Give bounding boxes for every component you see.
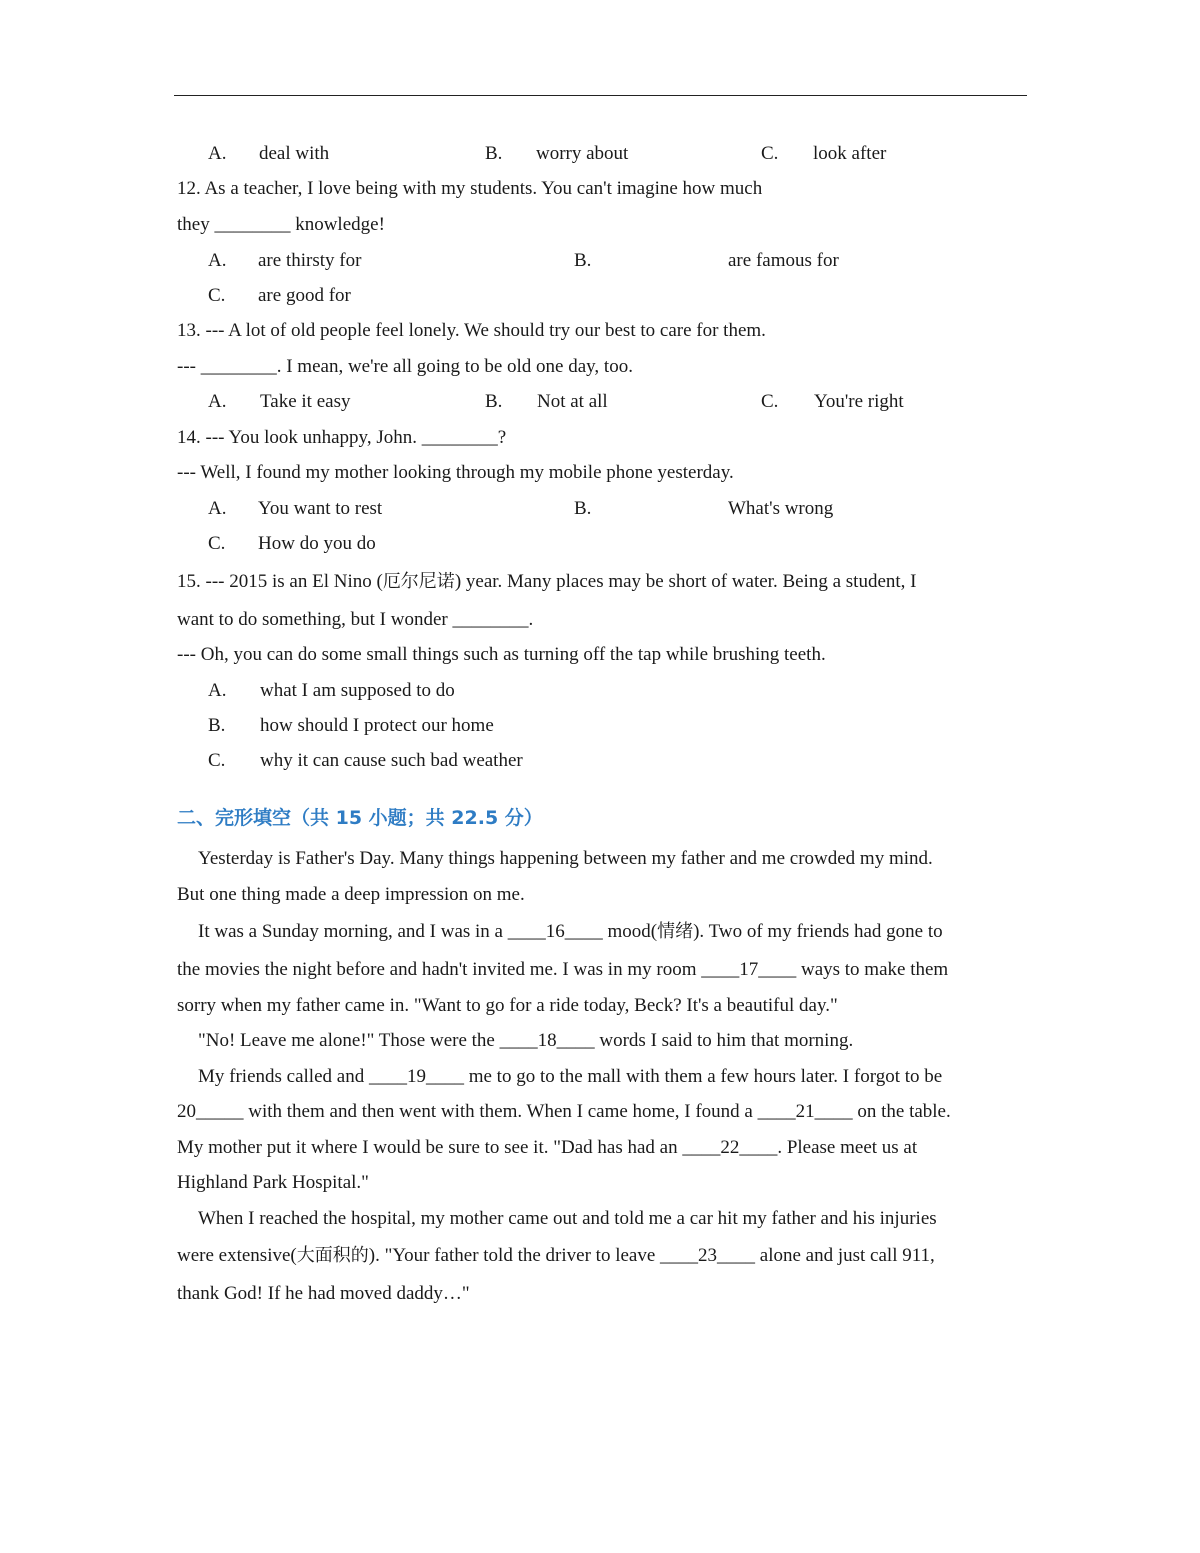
blank-19[interactable]: ____19____	[368, 1066, 464, 1087]
text-segment: My friends called and	[198, 1066, 369, 1087]
q15-option-c-letter: C.	[208, 750, 226, 771]
q11-option-c-text: look after	[813, 143, 887, 164]
q12-option-c-letter: C.	[208, 285, 226, 306]
blank-18[interactable]: ____18____	[499, 1030, 595, 1051]
q12-option-b-letter: B.	[574, 250, 592, 271]
text-segment: on the table.	[852, 1101, 951, 1122]
text-segment: the movies the night before and hadn't invited me. I was in my room	[177, 959, 702, 980]
text-segment: alone and just call 911,	[755, 1245, 935, 1266]
q15-line1-chinese: 厄尔尼诺	[382, 571, 455, 592]
text-segment: It was a Sunday morning, and I was in a	[198, 921, 508, 942]
q11-option-a-text: deal with	[259, 143, 330, 164]
text-segment: were extensive(	[177, 1245, 297, 1266]
q15-option-a-letter: A.	[208, 680, 227, 701]
passage-p3-line-1	[198, 1029, 853, 1053]
text-segment: me to go to the mall with them a few hours later. I forgot to be	[463, 1066, 943, 1087]
q12-option-b-text: are famous for	[728, 250, 839, 271]
q11-option-b-letter: B.	[485, 143, 503, 164]
blank-20[interactable]: 20_____	[177, 1101, 244, 1122]
q15-option-b-letter: B.	[208, 715, 226, 736]
text-segment: ). Two of my friends had gone to	[693, 921, 943, 942]
q13-option-c-text: You're right	[814, 391, 904, 412]
passage-p4-line-4: Highland Park Hospital."	[177, 1172, 369, 1193]
passage-p1-line-1: Yesterday is Father's Day. Many things happening between my father and me crowded my mind.	[198, 848, 933, 869]
text-segment: . Please meet us at	[777, 1137, 918, 1158]
q14-option-a-text: You want to rest	[258, 498, 383, 519]
blank-22[interactable]: ____22____	[682, 1137, 778, 1158]
text-segment: "No! Leave me alone!" Those were the	[198, 1030, 500, 1051]
q15-option-b-text: how should I protect our home	[260, 715, 494, 736]
q14-option-c-letter: C.	[208, 533, 226, 554]
q12-option-a-text: are thirsty for	[258, 250, 362, 271]
passage-p4-line-1	[198, 1065, 942, 1089]
blank-23[interactable]: ____23____	[660, 1245, 756, 1266]
blank-17[interactable]: ____17____	[701, 959, 797, 980]
q15-stem-line-2: want to do something, but I wonder ________.	[177, 609, 534, 630]
q11-option-c-letter: C.	[761, 143, 779, 164]
q14-option-b-letter: B.	[574, 498, 592, 519]
q12-option-c-text: are good for	[258, 285, 351, 306]
q11-option-a-letter: A.	[208, 143, 227, 164]
header-rule	[174, 95, 1027, 96]
passage-p5-line-1: When I reached the hospital, my mother came out and told me a car hit my father and his injuries	[198, 1208, 937, 1229]
section-heading: 二、完形填空（共 15 小题；共 22.5 分）	[177, 807, 543, 829]
q12-option-a-letter: A.	[208, 250, 227, 271]
q13-option-b-letter: B.	[485, 391, 503, 412]
text-segment: words I said to him that morning.	[594, 1030, 854, 1051]
passage-p1-line-2: But one thing made a deep impression on me.	[177, 884, 525, 905]
q15-stem-line-3: --- Oh, you can do some small things such as turning off the tap while brushing teeth.	[177, 644, 826, 665]
chinese-gloss: 大面积的	[296, 1245, 369, 1266]
q14-option-b-text: What's wrong	[728, 498, 834, 519]
q13-option-b-text: Not at all	[537, 391, 608, 412]
q13-option-c-letter: C.	[761, 391, 779, 412]
q13-stem-line-1: 13. --- A lot of old people feel lonely. We should try our best to care for them.	[177, 320, 766, 341]
q12-stem-line-2: they ________ knowledge!	[177, 214, 385, 235]
q14-option-a-letter: A.	[208, 498, 227, 519]
blank-16[interactable]: ____16____	[507, 921, 603, 942]
q13-option-a-text: Take it easy	[260, 391, 351, 412]
passage-p5-line-2	[177, 1244, 935, 1268]
q14-option-c-text: How do you do	[258, 533, 376, 554]
q15-line1-part-b: ) year. Many places may be short of water. Being a student, I	[454, 571, 917, 592]
q13-stem-line-2: --- ________. I mean, we're all going to be old one day, too.	[177, 356, 633, 377]
passage-p4-line-3	[177, 1136, 917, 1160]
text-segment: mood(	[602, 921, 658, 942]
blank-21[interactable]: ____21____	[757, 1101, 853, 1122]
text-segment: ways to make them	[796, 959, 949, 980]
q12-stem-line-1: 12. As a teacher, I love being with my students. You can't imagine how much	[177, 178, 763, 199]
text-segment: ). "Your father told the driver to leave	[368, 1245, 661, 1266]
q14-stem-line-1: 14. --- You look unhappy, John. ________?	[177, 427, 507, 448]
text-segment: My mother put it where I would be sure to see it. "Dad has had an	[177, 1137, 683, 1158]
passage-p5-line-3: thank God! If he had moved daddy…"	[177, 1283, 470, 1304]
q15-stem-line-1	[177, 570, 916, 594]
q15-line1-part-a: 15. --- 2015 is an El Nino (	[177, 571, 383, 592]
q15-option-c-text: why it can cause such bad weather	[260, 750, 523, 771]
passage-p2-line-3: sorry when my father came in. "Want to go for a ride today, Beck? It's a beautiful day."	[177, 995, 838, 1016]
q15-option-a-text: what I am supposed to do	[260, 680, 455, 701]
text-segment: with them and then went with them. When I came home, I found a	[243, 1101, 758, 1122]
q13-option-a-letter: A.	[208, 391, 227, 412]
q11-option-b-text: worry about	[536, 143, 629, 164]
passage-p4-line-2	[177, 1100, 951, 1124]
q14-stem-line-2: --- Well, I found my mother looking through my mobile phone yesterday.	[177, 462, 734, 483]
chinese-gloss: 情绪	[657, 921, 694, 942]
passage-p2-line-1	[198, 920, 943, 944]
passage-p2-line-2	[177, 958, 948, 982]
